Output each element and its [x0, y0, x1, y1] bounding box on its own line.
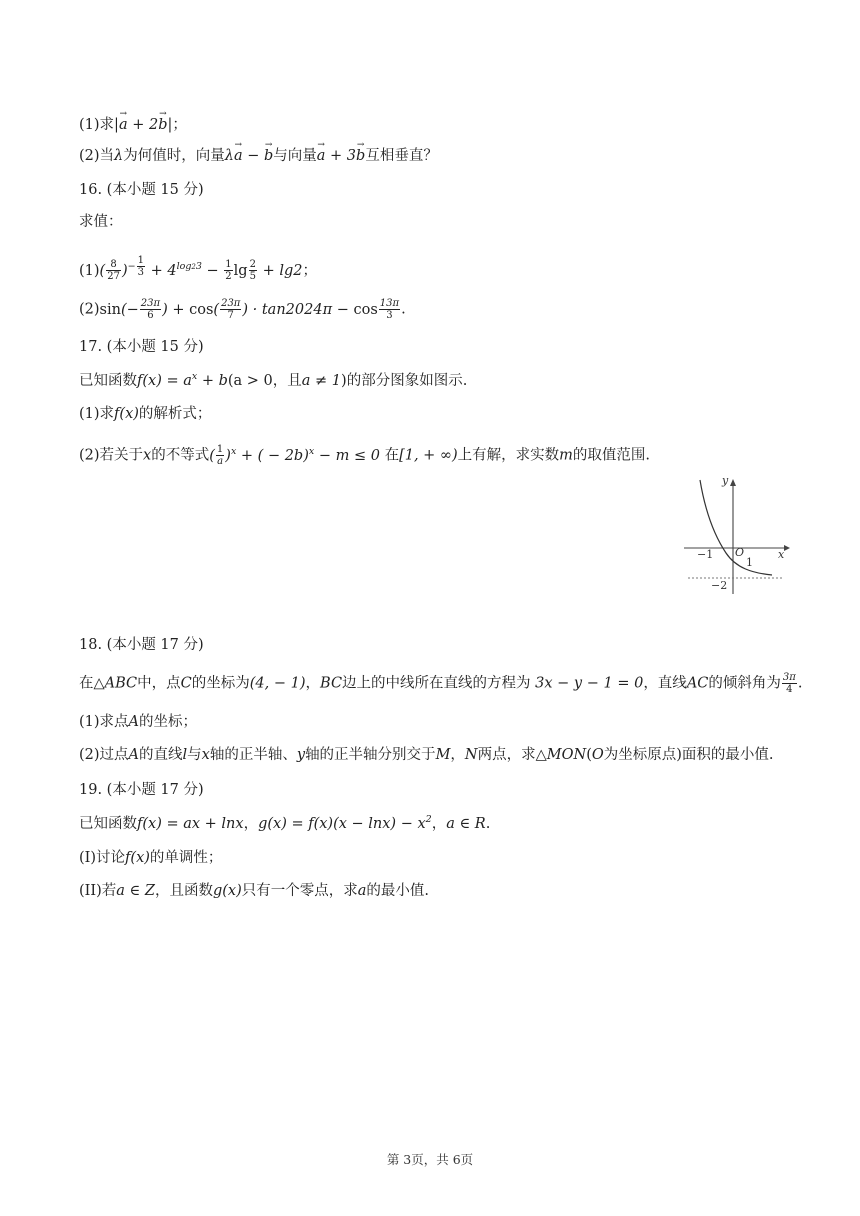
q16-intro: 求值：: [79, 214, 123, 230]
q18-header: 18. (本小题 17 分): [79, 637, 204, 653]
neg1-label: −1: [697, 548, 714, 561]
q16-header: 16. (本小题 15 分): [79, 182, 204, 198]
y-label: y: [722, 476, 729, 487]
x-label: x: [778, 548, 785, 561]
q15-part2: (2)当λ为何值时，向量λa → − b →与向量a → + 3b →互相垂直？: [79, 146, 438, 166]
page-footer: 第 3页，共 6页: [386, 1152, 474, 1167]
q16-part2: (2)sin(− $\frac{23\pi}{6}$ ) + cos( $\frac{23\pi}{7}$ ) · tan2024π − cos $\frac{13\pi}{3}$ .: [79, 298, 406, 321]
q17-part2: (2)若关于x的不等式( $\frac{1}{a}$ )$^x$ + ( − 2b)$^x$ − m ≤ 0 在[1, + ∞)上有解，求实数m的取值范围.: [79, 444, 651, 467]
function-graph: [680, 476, 792, 600]
q17-stem: 已知函数$f(x) = a^x + b(a > 0$，且a ≠ 1)的部分图象如图示.: [79, 371, 468, 389]
q15-part1: (1)求|a → + 2b →|；: [79, 115, 187, 135]
q19-part2: (II)若a ∈ Z，且函数g(x)只有一个零点，求a的最小值.: [79, 883, 429, 899]
q18-part2: (2)过点A的直线l与x轴的正半轴、y轴的正半轴分别交于M，N两点，求△MON(O为坐标原点)面积的最小值.: [79, 747, 774, 763]
origin-label: O: [735, 546, 745, 559]
q17-part1: (1)求f(x)的解析式；: [79, 406, 212, 422]
q18-part1: (1)求点A的坐标；: [79, 714, 198, 730]
q19-part1: (I)讨论f(x)的单调性；: [79, 850, 223, 866]
x-axis-arrow: [784, 545, 790, 551]
q16-part1: (1)( $\frac{8}{27}$ )$^{- \frac{1}{3}}$ + $4^{log23}$ − $\frac{1}{2}$ lg $\frac{2}{5}$ + lg2；: [79, 255, 317, 283]
y-axis-arrow: [730, 479, 736, 486]
q18-stem: 在△ABC中，点C的坐标为(4, − 1)，BC边上的中线所在直线的方程为 3x − y − 1 = 0，直线AC的倾斜角为 $\frac{3\pi}{4}$ .: [79, 672, 803, 695]
q17-header: 17. (本小题 15 分): [79, 339, 204, 355]
pos1-label: 1: [746, 556, 753, 569]
q19-header: 19. (本小题 17 分): [79, 782, 204, 798]
neg2-label: −2: [711, 579, 728, 592]
q19-stem: 已知函数f(x) = ax + lnx，$g(x) = f(x)(x - \ln x) - x^2$，a ∈ R.: [79, 814, 491, 832]
